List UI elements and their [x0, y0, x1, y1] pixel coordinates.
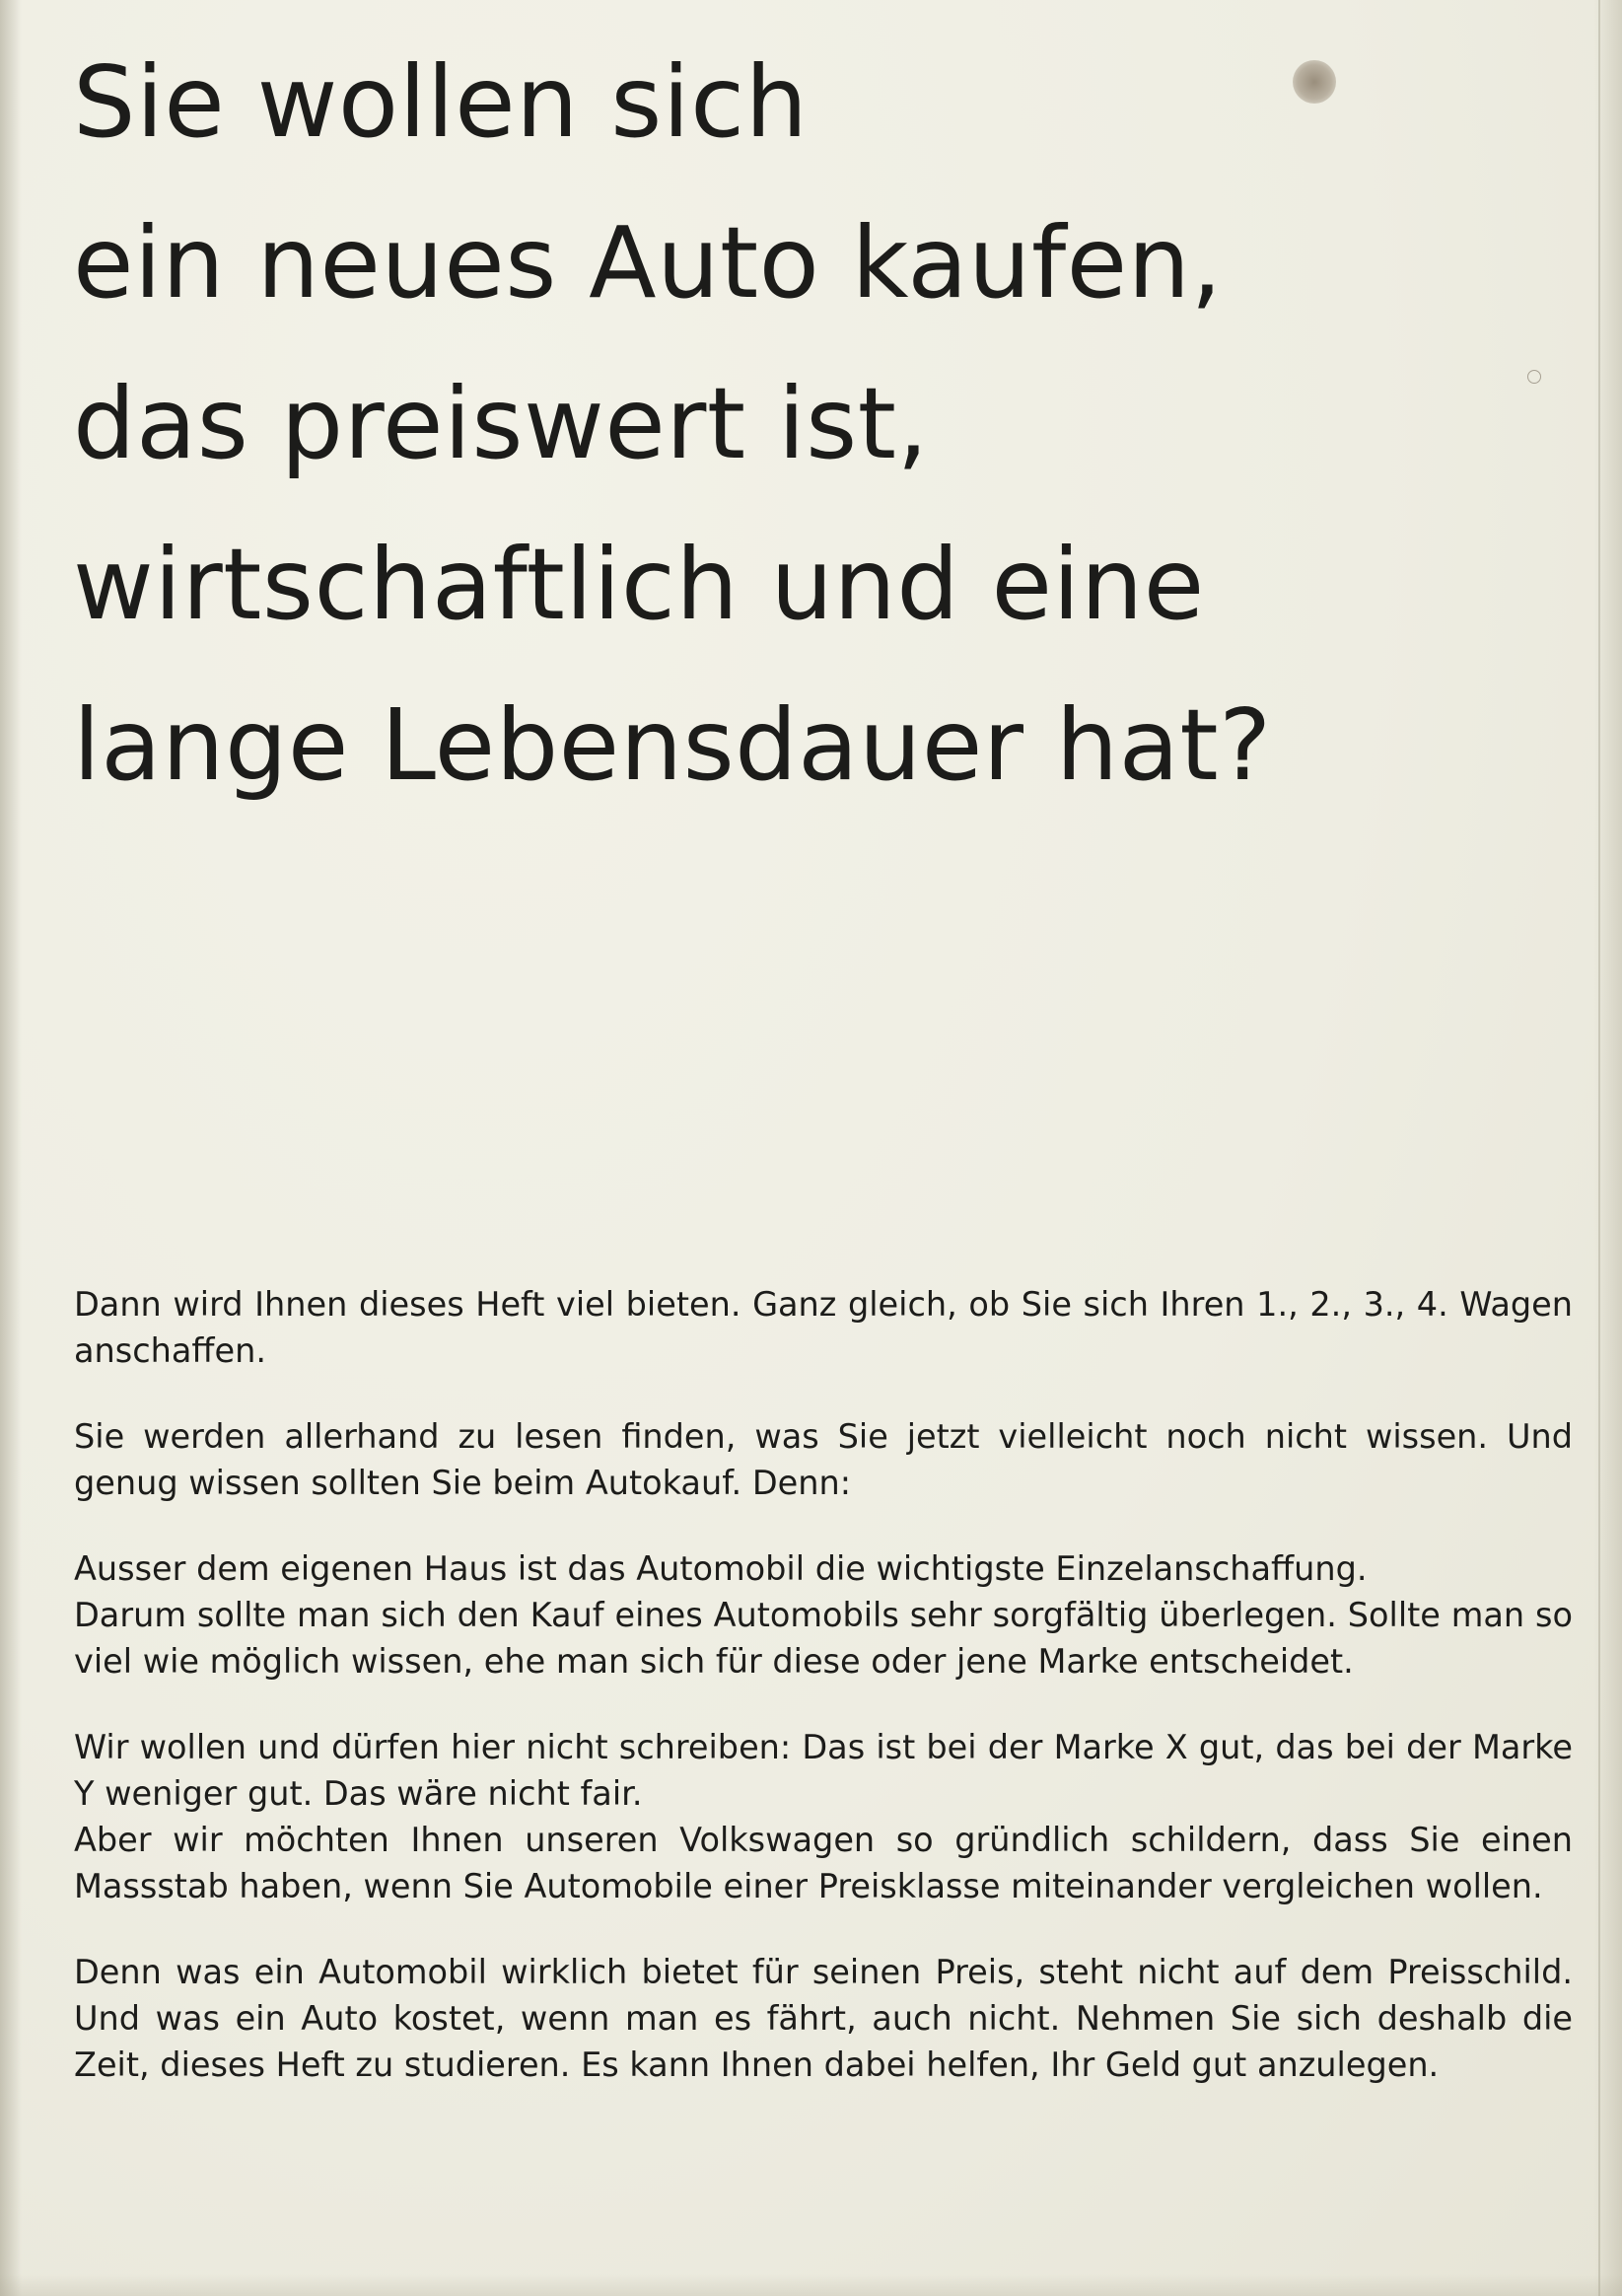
- body-text: Ausser dem eigenen Haus ist das Automobil die wichtigste Einzelanschaffung.: [74, 1549, 1368, 1588]
- body-text: Denn was ein Automobil wirklich bietet für seinen Preis, steht nicht auf dem Preisschild. Und was ein Auto kostet, wenn man es fährt, auch nicht. Nehmen Sie sich deshalb die Zeit, dieses Heft zu studieren. Es kann Ihnen dabei helfen, Ihr Geld gut anzulegen.: [74, 1953, 1573, 2084]
- headline-line: das preiswert ist,: [73, 366, 929, 481]
- headline: [73, 22, 1532, 825]
- body-paragraph: [74, 1545, 1573, 1685]
- page-bottom-edge: [0, 2274, 1622, 2296]
- body-text: Wir wollen und dürfen hier nicht schreiben: Das ist bei der Marke X gut, das bei der Marke Y weniger gut. Das wäre nicht fair.: [74, 1728, 1573, 1813]
- headline-line: ein neues Auto kaufen,: [73, 205, 1223, 321]
- body-paragraph: [74, 1281, 1573, 1374]
- headline-line: Sie wollen sich: [73, 44, 809, 160]
- body-text: Dann wird Ihnen dieses Heft viel bieten. Ganz gleich, ob Sie sich Ihren 1., 2., 3., 4. Wagen anschaffen.: [74, 1285, 1573, 1370]
- body-paragraph: [74, 1949, 1573, 2088]
- page-fold-line: [1598, 0, 1600, 2296]
- body-text: Aber wir möchten Ihnen unseren Volkswagen so gründlich schildern, dass Sie einen Massstab haben, wenn Sie Automobile einer Preisklasse miteinander vergleichen wollen.: [74, 1821, 1573, 1905]
- body-text: Sie werden allerhand zu lesen finden, was Sie jetzt vielleicht noch nicht wissen. Und genug wissen sollten Sie beim Autokauf. Denn:: [74, 1417, 1573, 1502]
- body-text: Darum sollte man sich den Kauf eines Automobils sehr sorgfältig überlegen. Sollte man so viel wie möglich wissen, ehe man sich für diese oder jene Marke entscheidet.: [74, 1596, 1573, 1681]
- headline-line: lange Lebensdauer hat?: [73, 687, 1272, 803]
- headline-line: wirtschaftlich und eine: [73, 527, 1205, 642]
- body-paragraph: [74, 1724, 1573, 1909]
- body-copy: [74, 1281, 1573, 2127]
- page-binding-shadow: [0, 0, 22, 2296]
- body-paragraph: [74, 1413, 1573, 1506]
